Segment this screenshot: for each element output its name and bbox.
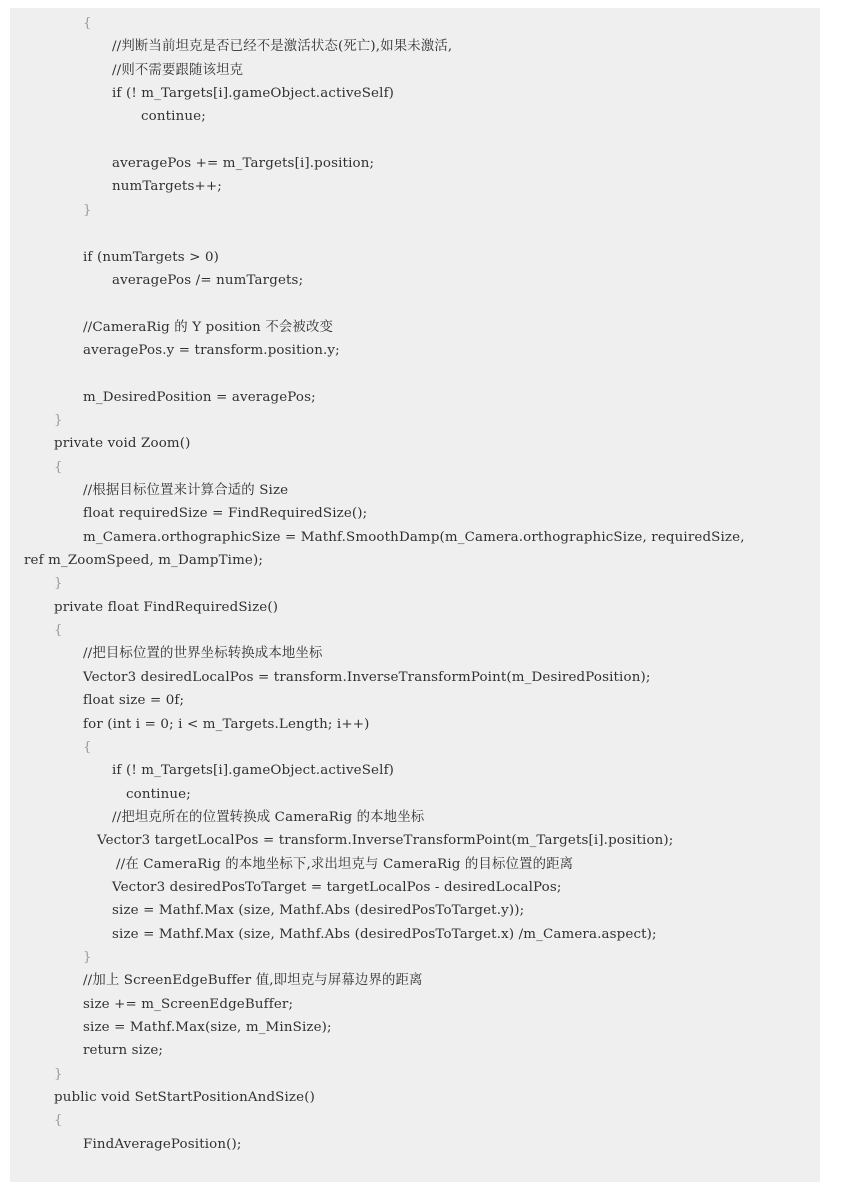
code-line: float size = 0f; [83,693,185,709]
code-line: //根据目标位置来计算合适的 Size [83,483,289,498]
code-line: continue; [141,109,206,125]
code-line: return size; [83,1043,164,1059]
code-line: //判断当前坦克是否已经不是激活状态(死亡),如果未激活, [112,39,453,55]
code-line: size = Mathf.Max(size, m_MinSize); [83,1020,332,1036]
code-line: m_Camera.orthographicSize = Mathf.SmoothDamp(m_Camera.orthographicSize, requiredSize, [83,529,745,545]
code-line: //把目标位置的世界坐标转换成本地坐标 [83,646,323,662]
code-line: numTargets++; [112,179,222,195]
code-line: size = Mathf.Max (size, Mathf.Abs (desiredPosToTarget.y)); [112,903,525,919]
code-brace: { [83,16,92,31]
code-line: Vector3 desiredLocalPos = transform.InverseTransformPoint(m_DesiredPosition); [83,669,651,685]
code-brace: } [54,576,63,592]
code-line: averagePos += m_Targets[i].position; [112,156,375,172]
code-line: FindAveragePosition(); [83,1136,242,1152]
code-line: private void Zoom() [54,436,191,452]
code-line: size += m_ScreenEdgeBuffer; [83,996,294,1012]
code-line: public void SetStartPositionAndSize() [54,1090,315,1106]
code-listing [10,8,820,1182]
code-line: //在 CameraRig 的本地坐标下,求出坦克与 CameraRig 的目标位置的距离 [116,856,574,872]
code-line: continue; [126,786,191,802]
code-brace: { [54,623,63,639]
code-brace: } [83,202,92,218]
code-brace: { [54,1113,63,1129]
code-line: if (! m_Targets[i].gameObject.activeSelf) [112,763,395,779]
code-line: if (numTargets > 0) [83,249,220,265]
code-line: private float FindRequiredSize() [54,599,279,615]
code-line: Vector3 desiredPosToTarget = targetLocalPos - desiredLocalPos; [112,879,562,895]
code-line: //加上 ScreenEdgeBuffer 值,即坦克与屏幕边界的距离 [83,973,423,989]
code-line: //把坦克所在的位置转换成 CameraRig 的本地坐标 [112,809,425,825]
code-brace: { [83,739,92,755]
code-line: for (int i = 0; i < m_Targets.Length; i++) [83,716,370,732]
code-brace: { [54,459,63,475]
code-line: float requiredSize = FindRequiredSize(); [83,506,368,522]
code-line: //CameraRig 的 Y position 不会被改变 [83,319,334,335]
code-line: size = Mathf.Max (size, Mathf.Abs (desiredPosToTarget.x) /m_Camera.aspect); [112,926,657,942]
code-brace: } [54,1066,63,1082]
code-line: averagePos.y = transform.position.y; [83,342,340,358]
code-brace: } [54,412,63,428]
code-line: Vector3 targetLocalPos = transform.InverseTransformPoint(m_Targets[i].position); [97,833,674,849]
code-line: ref m_ZoomSpeed, m_DampTime); [24,553,264,569]
code-line: if (! m_Targets[i].gameObject.activeSelf) [112,86,395,102]
code-brace: } [83,950,92,965]
code-line: m_DesiredPosition = averagePos; [83,389,316,405]
code-line: //则不需要跟随该坦克 [112,62,244,78]
code-line: averagePos /= numTargets; [112,272,304,288]
